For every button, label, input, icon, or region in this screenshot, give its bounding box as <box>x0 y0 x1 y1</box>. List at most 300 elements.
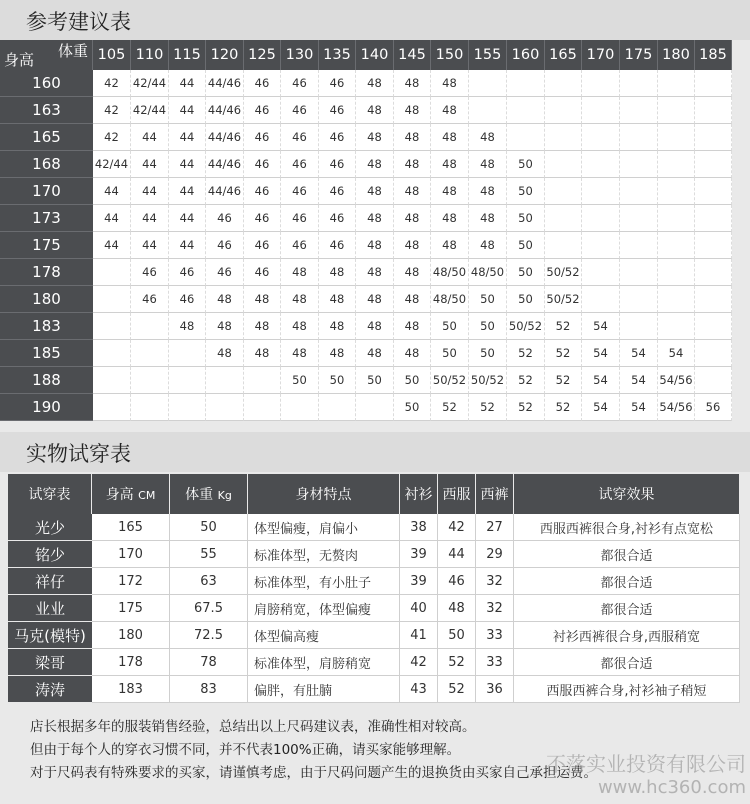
size-cell: 56 <box>695 394 732 421</box>
size-cell: 50 <box>469 313 507 340</box>
size-row <box>0 367 732 394</box>
try-pants-cell: 33 <box>476 649 514 676</box>
size-cell: 50 <box>507 151 545 178</box>
size-cell: 44/46 <box>206 178 244 205</box>
try-suit-cell: 50 <box>438 622 476 649</box>
size-cell: 48 <box>469 124 507 151</box>
size-cell: 52 <box>545 394 582 421</box>
size-cell <box>582 97 620 124</box>
weight-header-cell: 170 <box>582 40 620 70</box>
size-cell: 48 <box>206 313 244 340</box>
try-height-cell: 178 <box>92 649 170 676</box>
weight-header-cell: 180 <box>658 40 695 70</box>
size-cell: 48 <box>469 151 507 178</box>
size-cell: 46 <box>206 259 244 286</box>
size-cell <box>93 394 131 421</box>
try-weight-cell: 63 <box>170 568 248 595</box>
weight-header-cell: 110 <box>131 40 169 70</box>
size-cell: 42/44 <box>131 70 169 97</box>
size-cell: 46 <box>244 205 281 232</box>
size-cell <box>658 70 695 97</box>
size-cell <box>582 286 620 313</box>
size-cell: 48 <box>469 205 507 232</box>
weight-header-cell: 105 <box>93 40 131 70</box>
weight-header-cell: 160 <box>507 40 545 70</box>
size-cell: 54 <box>620 367 658 394</box>
size-cell: 50 <box>431 340 469 367</box>
try-pants-cell: 33 <box>476 622 514 649</box>
try-effect-cell: 西服西裤合身,衬衫袖子稍短 <box>514 676 740 703</box>
try-height-cell: 172 <box>92 568 170 595</box>
try-figure-cell: 偏胖，有肚腩 <box>248 676 400 703</box>
size-cell <box>658 151 695 178</box>
weight-header-row <box>0 40 732 70</box>
try-row <box>8 514 740 541</box>
size-cell: 48 <box>469 178 507 205</box>
try-row <box>8 568 740 595</box>
size-cell <box>545 70 582 97</box>
size-cell <box>658 232 695 259</box>
try-effect-cell: 都很合适 <box>514 595 740 622</box>
size-cell: 42 <box>93 70 131 97</box>
size-table-title: 参考建议表 <box>0 0 750 40</box>
try-suit-cell: 42 <box>438 514 476 541</box>
size-cell: 48 <box>356 205 394 232</box>
try-effect-cell: 都很合适 <box>514 649 740 676</box>
size-cell <box>169 340 206 367</box>
size-cell <box>695 151 732 178</box>
size-cell: 52 <box>431 394 469 421</box>
size-cell: 46 <box>281 232 319 259</box>
size-cell: 48 <box>356 340 394 367</box>
size-cell: 44 <box>169 205 206 232</box>
size-cell: 46 <box>244 259 281 286</box>
size-cell: 48 <box>356 97 394 124</box>
height-label: 170 <box>0 178 93 205</box>
size-cell <box>169 367 206 394</box>
size-cell: 50 <box>507 286 545 313</box>
size-cell <box>695 232 732 259</box>
size-row <box>0 259 732 286</box>
size-cell: 48 <box>356 232 394 259</box>
size-cell: 46 <box>319 97 356 124</box>
try-suit-cell: 44 <box>438 541 476 568</box>
size-cell <box>169 394 206 421</box>
size-row <box>0 124 732 151</box>
tester-name: 铭少 <box>8 541 92 568</box>
size-cell: 44 <box>169 232 206 259</box>
effect-header: 试穿效果 <box>514 474 740 514</box>
size-cell: 44 <box>131 205 169 232</box>
size-cell <box>620 97 658 124</box>
size-cell <box>206 367 244 394</box>
size-cell <box>695 367 732 394</box>
size-cell <box>658 205 695 232</box>
size-cell <box>469 97 507 124</box>
size-recommendation-table <box>0 40 732 421</box>
size-cell: 46 <box>169 286 206 313</box>
weight-header: 体重 Kg <box>170 474 248 514</box>
size-cell: 42/44 <box>131 97 169 124</box>
size-cell: 48 <box>394 124 431 151</box>
size-cell: 44 <box>131 178 169 205</box>
size-cell <box>281 394 319 421</box>
try-pants-cell: 32 <box>476 568 514 595</box>
try-height-cell: 180 <box>92 622 170 649</box>
size-cell <box>545 232 582 259</box>
size-cell <box>658 313 695 340</box>
size-cell <box>695 340 732 367</box>
size-cell <box>131 367 169 394</box>
size-cell: 50 <box>469 340 507 367</box>
size-cell <box>545 205 582 232</box>
size-row <box>0 205 732 232</box>
try-row <box>8 622 740 649</box>
size-cell: 48 <box>356 151 394 178</box>
size-cell: 52 <box>545 367 582 394</box>
size-cell <box>658 286 695 313</box>
try-weight-cell: 50 <box>170 514 248 541</box>
height-label: 160 <box>0 70 93 97</box>
size-cell <box>545 178 582 205</box>
tester-name: 光少 <box>8 514 92 541</box>
size-cell: 44/46 <box>206 151 244 178</box>
weight-header-cell: 145 <box>394 40 431 70</box>
size-cell: 48 <box>319 286 356 313</box>
size-cell: 48 <box>281 340 319 367</box>
height-label: 175 <box>0 232 93 259</box>
suit-header: 西服 <box>438 474 476 514</box>
size-cell: 48 <box>431 70 469 97</box>
try-header-row <box>8 474 740 514</box>
height-label: 163 <box>0 97 93 124</box>
try-suit-cell: 52 <box>438 649 476 676</box>
size-cell <box>131 340 169 367</box>
size-cell: 48 <box>431 124 469 151</box>
size-cell <box>244 367 281 394</box>
size-cell: 48 <box>394 259 431 286</box>
try-shirt-cell: 40 <box>400 595 438 622</box>
size-cell: 48 <box>319 313 356 340</box>
size-cell <box>93 313 131 340</box>
size-cell: 50 <box>507 178 545 205</box>
size-cell: 48/50 <box>469 259 507 286</box>
size-cell <box>545 124 582 151</box>
size-cell: 48 <box>356 178 394 205</box>
size-cell: 44 <box>169 151 206 178</box>
try-figure-cell: 肩膀稍宽，体型偏瘦 <box>248 595 400 622</box>
size-row <box>0 70 732 97</box>
weight-header-cell: 115 <box>169 40 206 70</box>
size-cell: 52 <box>507 340 545 367</box>
try-row <box>8 676 740 703</box>
size-cell: 44 <box>131 151 169 178</box>
height-label: 168 <box>0 151 93 178</box>
size-cell: 46 <box>319 232 356 259</box>
size-cell: 46 <box>281 178 319 205</box>
try-shirt-cell: 42 <box>400 649 438 676</box>
size-cell: 50/52 <box>431 367 469 394</box>
size-cell: 42/44 <box>93 151 131 178</box>
weight-header-cell: 120 <box>206 40 244 70</box>
size-cell <box>658 124 695 151</box>
size-cell: 54/56 <box>658 394 695 421</box>
size-cell <box>582 70 620 97</box>
size-cell <box>582 232 620 259</box>
try-weight-cell: 72.5 <box>170 622 248 649</box>
size-row <box>0 340 732 367</box>
size-cell <box>620 313 658 340</box>
try-height-cell: 175 <box>92 595 170 622</box>
size-cell: 50 <box>394 394 431 421</box>
try-row <box>8 541 740 568</box>
size-cell: 46 <box>319 205 356 232</box>
size-cell <box>695 205 732 232</box>
size-cell <box>545 97 582 124</box>
size-cell: 42 <box>93 97 131 124</box>
size-cell: 48 <box>431 151 469 178</box>
height-label: 180 <box>0 286 93 313</box>
size-cell: 46 <box>131 286 169 313</box>
size-cell: 48 <box>469 232 507 259</box>
size-cell: 48 <box>394 232 431 259</box>
tester-name: 祥仔 <box>8 568 92 595</box>
height-label: 173 <box>0 205 93 232</box>
size-cell <box>620 151 658 178</box>
try-shirt-cell: 41 <box>400 622 438 649</box>
size-cell: 44 <box>93 178 131 205</box>
try-figure-cell: 体型偏瘦，肩偏小 <box>248 514 400 541</box>
size-cell: 48 <box>431 205 469 232</box>
size-cell: 44 <box>131 124 169 151</box>
size-cell <box>93 340 131 367</box>
size-cell: 52 <box>507 367 545 394</box>
try-on-table <box>8 474 740 703</box>
size-row <box>0 232 732 259</box>
try-figure-cell: 标准体型，有小肚子 <box>248 568 400 595</box>
try-effect-cell: 衬衫西裤很合身,西服稍宽 <box>514 622 740 649</box>
try-figure-cell: 体型偏高瘦 <box>248 622 400 649</box>
size-cell: 48 <box>169 313 206 340</box>
size-cell <box>695 124 732 151</box>
size-cell <box>507 97 545 124</box>
size-cell: 54 <box>582 340 620 367</box>
size-row <box>0 394 732 421</box>
size-cell: 48 <box>431 232 469 259</box>
tester-header: 试穿表 <box>8 474 92 514</box>
size-cell <box>620 124 658 151</box>
shirt-header: 衬衫 <box>400 474 438 514</box>
try-figure-cell: 标准体型，无赘肉 <box>248 541 400 568</box>
size-cell: 44 <box>169 70 206 97</box>
size-cell: 48 <box>394 151 431 178</box>
size-cell: 50 <box>507 205 545 232</box>
try-height-cell: 165 <box>92 514 170 541</box>
size-cell <box>507 124 545 151</box>
size-row <box>0 313 732 340</box>
size-cell: 48/50 <box>431 286 469 313</box>
size-cell: 44 <box>93 205 131 232</box>
size-cell: 46 <box>281 151 319 178</box>
try-shirt-cell: 43 <box>400 676 438 703</box>
size-cell: 48 <box>356 313 394 340</box>
tester-name: 马克(模特) <box>8 622 92 649</box>
try-figure-cell: 标准体型，肩膀稍宽 <box>248 649 400 676</box>
weight-header-cell: 125 <box>244 40 281 70</box>
size-cell <box>695 286 732 313</box>
size-cell: 52 <box>545 340 582 367</box>
size-cell: 46 <box>319 178 356 205</box>
size-cell: 50 <box>394 367 431 394</box>
try-pants-cell: 36 <box>476 676 514 703</box>
size-cell <box>93 286 131 313</box>
figure-header: 身材特点 <box>248 474 400 514</box>
size-cell: 46 <box>131 259 169 286</box>
try-suit-cell: 48 <box>438 595 476 622</box>
size-cell: 44 <box>93 232 131 259</box>
size-cell: 46 <box>281 97 319 124</box>
size-cell: 48 <box>244 286 281 313</box>
size-row <box>0 151 732 178</box>
try-effect-cell: 都很合适 <box>514 568 740 595</box>
size-cell <box>93 367 131 394</box>
size-cell <box>620 286 658 313</box>
size-cell: 48 <box>394 97 431 124</box>
size-cell: 44/46 <box>206 70 244 97</box>
size-cell: 48 <box>244 340 281 367</box>
size-cell: 48 <box>319 259 356 286</box>
size-cell: 46 <box>319 70 356 97</box>
size-cell: 54 <box>582 367 620 394</box>
note-line: 但由于每个人的穿衣习惯不同，并不代表100%正确，请买家能够理解。 <box>30 742 461 758</box>
tester-name: 梁哥 <box>8 649 92 676</box>
size-row <box>0 97 732 124</box>
size-cell <box>582 259 620 286</box>
height-label: 178 <box>0 259 93 286</box>
size-cell: 48 <box>394 313 431 340</box>
tester-name: 涛涛 <box>8 676 92 703</box>
size-cell: 50 <box>507 259 545 286</box>
try-effect-cell: 都很合适 <box>514 541 740 568</box>
try-weight-cell: 67.5 <box>170 595 248 622</box>
try-weight-cell: 78 <box>170 649 248 676</box>
size-cell: 50 <box>507 232 545 259</box>
size-cell <box>695 313 732 340</box>
size-cell: 48 <box>281 313 319 340</box>
size-cell: 54 <box>620 340 658 367</box>
size-cell: 54 <box>582 313 620 340</box>
size-cell: 50 <box>469 286 507 313</box>
size-cell <box>582 178 620 205</box>
size-cell: 48 <box>206 340 244 367</box>
size-cell: 46 <box>244 97 281 124</box>
size-row <box>0 286 732 313</box>
size-cell <box>695 178 732 205</box>
try-shirt-cell: 39 <box>400 541 438 568</box>
size-cell <box>658 178 695 205</box>
size-cell: 50 <box>281 367 319 394</box>
size-cell: 48 <box>431 178 469 205</box>
note-line: 店长根据多年的服装销售经验，总结出以上尺码建议表，准确性相对较高。 <box>30 719 476 735</box>
size-cell <box>658 259 695 286</box>
size-cell <box>620 70 658 97</box>
try-shirt-cell: 39 <box>400 568 438 595</box>
size-cell: 48 <box>394 70 431 97</box>
weight-header-cell: 150 <box>431 40 469 70</box>
try-shirt-cell: 38 <box>400 514 438 541</box>
weight-header-cell: 155 <box>469 40 507 70</box>
size-cell: 50/52 <box>545 286 582 313</box>
height-label: 188 <box>0 367 93 394</box>
size-cell: 50 <box>319 367 356 394</box>
note-line: 对于尺码表有特殊要求的买家，请谨慎考虑，由于尺码问题产生的退换货由买家自己承担运费。 <box>30 765 597 781</box>
size-cell: 46 <box>244 178 281 205</box>
size-cell: 48 <box>244 313 281 340</box>
size-cell: 48/50 <box>431 259 469 286</box>
height-label: 183 <box>0 313 93 340</box>
table-corner-header <box>0 40 93 70</box>
size-cell: 48 <box>206 286 244 313</box>
size-cell: 52 <box>545 313 582 340</box>
weight-header-cell: 135 <box>319 40 356 70</box>
size-cell: 46 <box>281 205 319 232</box>
size-cell: 46 <box>319 151 356 178</box>
size-cell: 46 <box>244 70 281 97</box>
height-header: 身高 CM <box>92 474 170 514</box>
size-cell: 46 <box>244 232 281 259</box>
size-cell: 48 <box>356 124 394 151</box>
weight-header-cell: 140 <box>356 40 394 70</box>
size-cell <box>545 151 582 178</box>
size-cell <box>620 178 658 205</box>
size-cell <box>131 394 169 421</box>
size-cell <box>319 394 356 421</box>
size-cell: 54 <box>658 340 695 367</box>
size-cell <box>582 124 620 151</box>
try-row <box>8 649 740 676</box>
weight-header-cell: 165 <box>545 40 582 70</box>
size-cell <box>507 70 545 97</box>
height-label: 165 <box>0 124 93 151</box>
size-cell: 52 <box>469 394 507 421</box>
size-cell: 44 <box>169 178 206 205</box>
size-cell: 48 <box>394 205 431 232</box>
size-cell <box>582 205 620 232</box>
size-cell: 48 <box>356 259 394 286</box>
height-axis-label: 身高 <box>4 51 35 69</box>
size-cell: 48 <box>394 286 431 313</box>
try-row <box>8 595 740 622</box>
size-cell <box>620 259 658 286</box>
size-cell: 50/52 <box>469 367 507 394</box>
pants-header: 西裤 <box>476 474 514 514</box>
size-cell: 46 <box>244 124 281 151</box>
try-weight-cell: 83 <box>170 676 248 703</box>
size-cell: 50 <box>356 367 394 394</box>
size-cell: 46 <box>281 70 319 97</box>
size-cell <box>695 97 732 124</box>
try-effect-cell: 西服西裤很合身,衬衫有点宽松 <box>514 514 740 541</box>
size-cell <box>244 394 281 421</box>
size-cell: 44/46 <box>206 97 244 124</box>
size-cell: 48 <box>431 97 469 124</box>
height-label: 185 <box>0 340 93 367</box>
weight-header-cell: 130 <box>281 40 319 70</box>
size-cell <box>131 313 169 340</box>
try-height-cell: 170 <box>92 541 170 568</box>
size-cell: 48 <box>394 340 431 367</box>
size-cell: 46 <box>281 124 319 151</box>
